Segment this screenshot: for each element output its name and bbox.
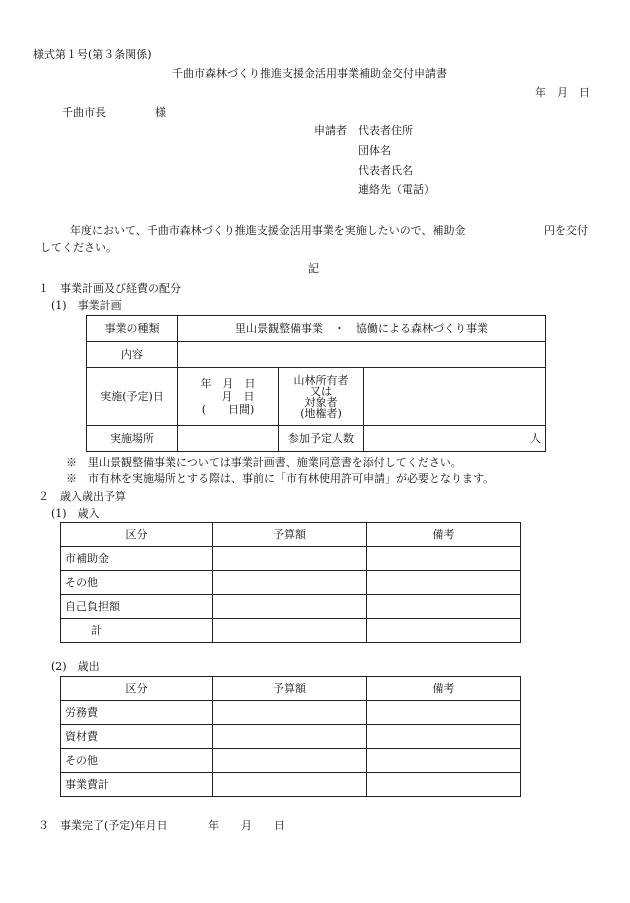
income-row-label: 自己負担額 xyxy=(61,595,213,619)
expense-total-label: 事業費計 xyxy=(61,773,213,797)
owner-label-2: 又は xyxy=(310,384,332,398)
body-text-line1: 年度において、千曲市森林づくり推進支援金活用事業を実施したいので、補助金 xyxy=(70,224,466,237)
expense-heading: (2) 歳出 xyxy=(51,660,100,673)
completion-date: 年 月 日 xyxy=(208,819,285,832)
section3-heading: ３ 事業完了(予定)年月日 xyxy=(38,819,168,832)
type-label: 事業の種類 xyxy=(87,316,178,342)
participants-label: 参加予定人数 xyxy=(279,426,364,452)
section2-heading: ２ 歳入歳出予算 xyxy=(38,490,126,503)
date-line: 年 月 日 xyxy=(535,86,590,99)
owner-value[interactable] xyxy=(364,368,546,426)
date-value[interactable] xyxy=(178,368,279,426)
participants-unit: 人 xyxy=(530,432,542,445)
expense-table xyxy=(60,676,521,797)
project-plan-table xyxy=(86,315,546,452)
income-budget-cell[interactable] xyxy=(213,595,367,619)
owner-label-1: 山林所有者 xyxy=(293,373,349,387)
income-budget-cell[interactable] xyxy=(213,571,367,595)
expense-total-budget[interactable] xyxy=(213,773,367,797)
income-row-label: その他 xyxy=(61,571,213,595)
expense-row-label: 労務費 xyxy=(61,701,213,725)
income-header-remarks: 備考 xyxy=(367,523,521,547)
section1-sub-heading: (1) 事業計画 xyxy=(51,299,122,312)
type-value: 里山景観整備事業 ・ 協働による森林づくり事業 xyxy=(178,316,546,342)
expense-row-label: 資材費 xyxy=(61,725,213,749)
date-line-2: 月 日 xyxy=(221,390,255,403)
income-remarks-cell[interactable] xyxy=(367,571,521,595)
ki-marker: 記 xyxy=(308,262,319,275)
expense-remarks-cell[interactable] xyxy=(367,725,521,749)
income-header-category: 区分 xyxy=(61,523,213,547)
content-value[interactable] xyxy=(178,342,546,368)
note-1: ※ 里山景観整備事業については事業計画書、施業同意書を添付してください。 xyxy=(66,456,462,469)
addressee-suffix: 様 xyxy=(155,106,166,119)
place-value[interactable] xyxy=(178,426,279,452)
content-label: 内容 xyxy=(87,342,178,368)
expense-remarks-cell[interactable] xyxy=(367,749,521,773)
expense-row-label: その他 xyxy=(61,749,213,773)
expense-header-category: 区分 xyxy=(61,677,213,701)
income-budget-cell[interactable] xyxy=(213,547,367,571)
participants-value[interactable] xyxy=(364,426,546,452)
applicant-representative: 代表者氏名 xyxy=(358,164,413,177)
expense-remarks-cell[interactable] xyxy=(367,701,521,725)
expense-budget-cell[interactable] xyxy=(213,749,367,773)
expense-budget-cell[interactable] xyxy=(213,701,367,725)
owner-label-4: (地権者) xyxy=(300,406,342,420)
addressee: 千曲市長 xyxy=(62,106,106,119)
applicant-contact: 連絡先（電話） xyxy=(358,183,435,196)
date-line-3: ( 日間) xyxy=(201,403,255,416)
income-heading: (1) 歳入 xyxy=(51,507,100,520)
document-title: 千曲市森林づくり推進支援金活用事業補助金交付申請書 xyxy=(172,67,447,80)
income-table xyxy=(60,522,521,643)
applicant-address: 代表者住所 xyxy=(358,124,413,137)
expense-header-remarks: 備考 xyxy=(367,677,521,701)
owner-label-3: 対象者 xyxy=(304,395,338,409)
applicant-label: 申請者 xyxy=(314,124,347,137)
owner-label xyxy=(279,368,364,426)
income-header-budget: 予算額 xyxy=(213,523,367,547)
expense-header-budget: 予算額 xyxy=(213,677,367,701)
income-row-label: 市補助金 xyxy=(61,547,213,571)
body-text-line1-end: 円を交付 xyxy=(544,224,588,237)
applicant-group-name: 団体名 xyxy=(358,144,391,157)
section1-heading: １ 事業計画及び経費の配分 xyxy=(38,282,181,295)
income-remarks-cell[interactable] xyxy=(367,595,521,619)
body-text-line2: してください。 xyxy=(40,241,117,254)
form-number: 様式第１号(第３条関係) xyxy=(33,48,152,61)
note-2: ※ 市有林を実施場所とする際は、事前に「市有林使用許可申請」が必要となります。 xyxy=(66,472,495,485)
expense-budget-cell[interactable] xyxy=(213,725,367,749)
income-remarks-cell[interactable] xyxy=(367,547,521,571)
date-label: 実施(予定)日 xyxy=(87,368,178,426)
expense-total-remarks[interactable] xyxy=(367,773,521,797)
date-line-1: 年 月 日 xyxy=(200,377,256,390)
income-total-label: 計 xyxy=(61,619,213,643)
income-total-remarks[interactable] xyxy=(367,619,521,643)
income-total-budget[interactable] xyxy=(213,619,367,643)
place-label: 実施場所 xyxy=(87,426,178,452)
